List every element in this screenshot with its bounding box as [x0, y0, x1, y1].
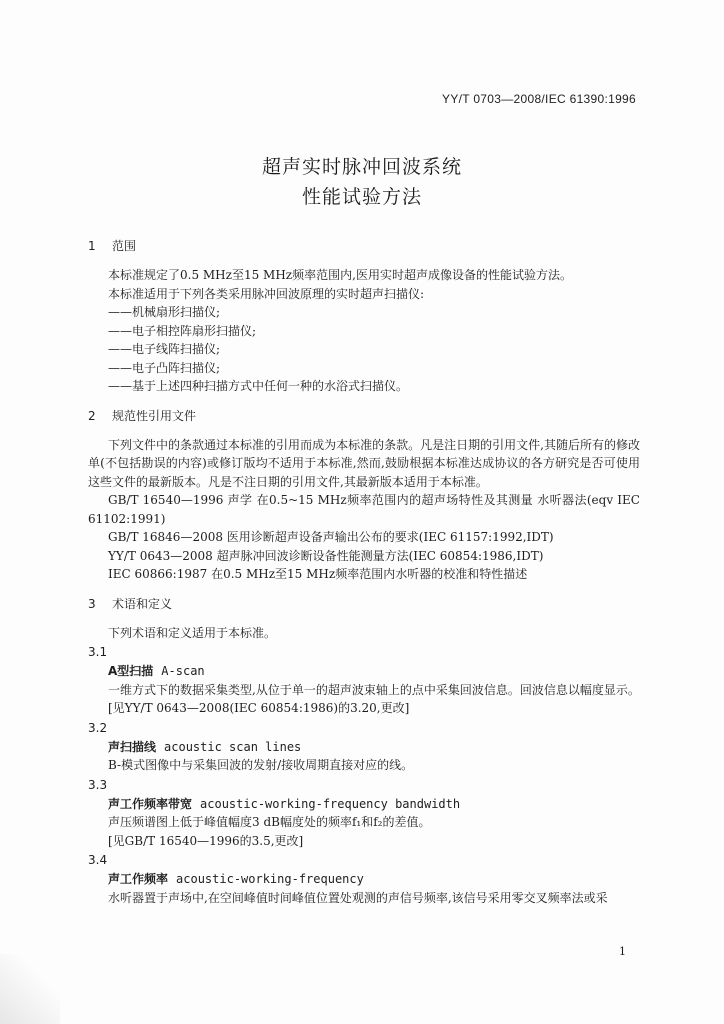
section-title: 范围 [112, 239, 137, 253]
term-number: 3.1 [88, 645, 108, 659]
paragraph: 下列术语和定义适用于本标准。 [108, 625, 277, 640]
term-en: acoustic scan lines [164, 739, 302, 754]
term-heading [88, 738, 640, 757]
section-1-heading [88, 234, 640, 258]
term-cn: 声工作频率带宽 [108, 796, 193, 811]
reference-item: YY/T 0643—2008 超声脉冲回波诊断设备性能测量方法(IEC 60854:1986,IDT) [108, 548, 544, 563]
document-body [88, 234, 640, 907]
document-title [0, 152, 724, 212]
term-cn: 声工作频率 [108, 872, 169, 886]
section-2-heading [88, 404, 640, 428]
term-number: 3.3 [88, 777, 108, 792]
reference-item: IEC 60866:1987 在0.5 MHz至15 MHz频率范围内水听器的校准和特性描述 [108, 567, 528, 581]
section-title: 规范性引用文件 [112, 408, 197, 423]
page-number: 1 [619, 945, 626, 958]
term-definition: 水听器置于声场中,在空间峰值时间峰值位置处观测的声信号频率,该信号采用零交叉频率法或采 [108, 890, 608, 905]
term-heading [88, 662, 640, 681]
section-number: 2 [88, 408, 96, 423]
term-number: 3.2 [88, 720, 108, 735]
scan-artifact [0, 954, 60, 1024]
standard-code: YY/T 0703—2008/IEC 61390:1996 [442, 92, 636, 106]
term-en: acoustic-working-frequency [176, 872, 364, 886]
paragraph: 下列文件中的条款通过本标准的引用而成为本标准的条款。凡是注日期的引用文件,其随后所有的修改单(不包括勘误的内容)或修订版均不适用于本标准,然而,鼓励根据本标准达成协议的各方研究是否可使用这些文件的最新版本。凡是不注日期的引用文件,其最新版本适用于本标准。 [88, 437, 640, 489]
list-item: ——电子相控阵扇形扫描仪; [108, 323, 257, 338]
term-note: [见YY/T 0643—2008(IEC 60854:1986)的3.20,更改] [108, 701, 410, 715]
term-definition: 一维方式下的数据采集类型,从位于单一的超声波束轴上的点中采集回波信息。回波信息以幅度显示。 [108, 682, 640, 697]
term-definition: 声压频谱图上低于峰值幅度3 dB幅度处的频率f₁和f₂的差值。 [108, 815, 431, 829]
section-title: 术语和定义 [112, 596, 173, 611]
list-item: ——电子凸阵扫描仪; [108, 360, 221, 375]
section-3-heading [88, 592, 640, 616]
term-heading [88, 795, 640, 814]
reference-item: GB/T 16846—2008 医用诊断超声设备声输出公布的要求(IEC 61157:1992,IDT) [108, 530, 554, 544]
term-heading [88, 870, 640, 889]
paragraph: 本标准规定了0.5 MHz至15 MHz频率范围内,医用实时超声成像设备的性能试验方法。 [108, 268, 572, 282]
list-item: ——电子线阵扫描仪; [108, 342, 221, 356]
paragraph: 本标准适用于下列各类采用脉冲回波原理的实时超声扫描仪: [108, 286, 425, 301]
list-item: ——基于上述四种扫描方式中任何一种的水浴式扫描仪。 [108, 379, 409, 393]
term-note: [见GB/T 16540—1996的3.5,更改] [108, 833, 304, 848]
term-definition: B-模式图像中与采集回波的发射/接收周期直接对应的线。 [108, 758, 414, 772]
term-cn: 声扫描线 [108, 739, 157, 754]
section-number: 1 [88, 239, 96, 253]
section-number: 3 [88, 596, 96, 611]
title-line-1: 超声实时脉冲回波系统 [261, 156, 462, 178]
term-number: 3.4 [88, 853, 108, 867]
reference-item: GB/T 16540—1996 声学 在0.5~15 MHz频率范围内的超声场特性及其测量 水听器法(eqv IEC 61102:1991) [88, 493, 640, 526]
list-item: ——机械扇形扫描仪; [108, 305, 221, 319]
title-line-2: 性能试验方法 [301, 186, 422, 208]
term-cn: A型扫描 [108, 664, 154, 678]
term-en: acoustic-working-frequency bandwidth [200, 796, 461, 811]
term-en: A-scan [161, 664, 205, 678]
